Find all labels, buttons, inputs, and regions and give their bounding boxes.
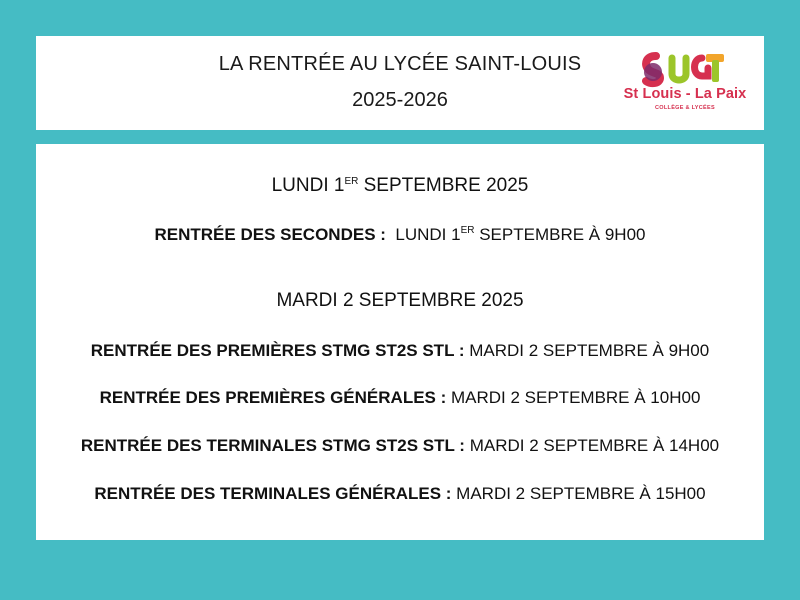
schedule-row bbox=[36, 436, 764, 456]
ordinal-suffix: ER bbox=[460, 225, 475, 236]
ordinal-suffix: ER bbox=[344, 176, 359, 187]
schedule-time: MARDI 2 SEPTEMBRE À 10H00 bbox=[446, 388, 701, 407]
schedule-time: MARDI 2 SEPTEMBRE À 15H00 bbox=[451, 484, 706, 503]
schedule-time: MARDI 2 SEPTEMBRE À 9H00 bbox=[464, 341, 710, 360]
schedule-row bbox=[36, 388, 764, 408]
day2-title: MARDI 2 SEPTEMBRE 2025 bbox=[276, 290, 524, 311]
schedule-time-pre: LUNDI 1 bbox=[385, 225, 461, 244]
schedule-label: RENTRÉE DES TERMINALES STMG ST2S STL : bbox=[80, 436, 465, 455]
day1-title: LUNDI 1ER SEPTEMBRE 2025 bbox=[271, 175, 529, 196]
page-title: LA RENTRÉE AU LYCÉE SAINT-LOUIS bbox=[218, 53, 582, 75]
schedule-row bbox=[36, 341, 764, 361]
schedule-time-post: SEPTEMBRE À 9H00 bbox=[474, 225, 646, 244]
schedule-time: MARDI 2 SEPTEMBRE À 14H00 bbox=[464, 436, 720, 455]
st-louis-la-paix-logo-icon bbox=[642, 52, 726, 88]
logo-name: St Louis - La Paix bbox=[623, 86, 747, 102]
schedule-row bbox=[36, 225, 764, 245]
schedule-label: RENTRÉE DES TERMINALES GÉNÉRALES : bbox=[94, 484, 452, 503]
schedule-label: RENTRÉE DES PREMIÈRES STMG ST2S STL : bbox=[90, 341, 465, 360]
schedule-label: RENTRÉE DES SECONDES : bbox=[154, 225, 386, 244]
header-card bbox=[36, 36, 764, 130]
schedule-card bbox=[36, 144, 764, 540]
schedule-label: RENTRÉE DES PREMIÈRES GÉNÉRALES : bbox=[99, 388, 447, 407]
school-year: 2025-2026 bbox=[352, 89, 448, 111]
logo-subtitle: COLLÈGE & LYCÉES bbox=[655, 105, 715, 111]
school-logo bbox=[620, 52, 750, 118]
schedule-row bbox=[36, 484, 764, 504]
